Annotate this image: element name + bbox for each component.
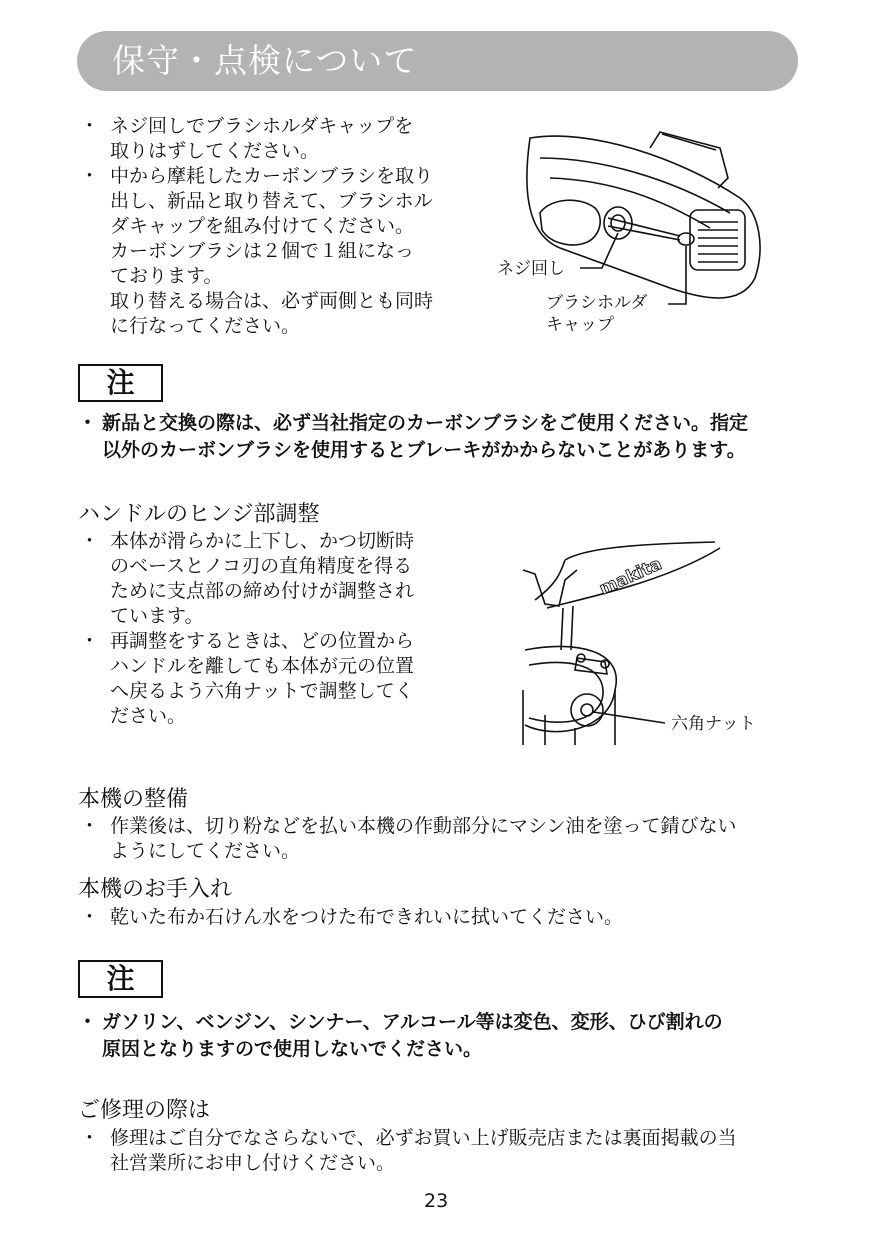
screwdriver-label: ネジ回し (497, 259, 565, 279)
bullet-text: 作業後は、切り粉などを払い本機の作動部分にマシン油を塗って錆びない ようにしてください。 (110, 815, 737, 862)
hex-nut-label: 六角ナット (671, 714, 756, 734)
bullet-mark: ・ (78, 412, 98, 434)
note-text (78, 410, 808, 466)
bullet-mark: ・ (80, 906, 100, 928)
bullet-mark: ・ (80, 115, 100, 137)
bullet-mark: ・ (78, 1011, 98, 1033)
brush-cap-label: ブラシホルダ キャップ (546, 293, 648, 335)
note-label-box: 注 (78, 364, 163, 402)
note-body: ガソリン、ベンジン、シンナー、アルコール等は変色、変形、ひび割れの 原因となりますので使用しないでください。 (102, 1011, 723, 1060)
bullet-text: 中から摩耗したカーボンブラシを取り 出し、新品と取り替えて、ブラシホル ダキャップを組み付けてください。 カーボンブラシは２個で１組になっ ております。 取り替える場合は、必ず両側とも同時 に行なってください。 (110, 165, 434, 337)
bullet-text: 乾いた布か石けん水をつけた布できれいに拭いてください。 (110, 906, 624, 928)
section-heading: ハンドルのヒンジ部調整 (78, 502, 320, 527)
bullet-text: 再調整をするときは、どの位置から ハンドルを離しても本体が元の位置 へ戻るよう六角ナットで調整してく ださい。 (110, 630, 415, 727)
bullet-mark: ・ (80, 1127, 100, 1149)
bullet-mark: ・ (80, 815, 100, 837)
section-heading: 本機のお手入れ (78, 877, 233, 902)
page-number: 23 (424, 1190, 449, 1212)
bullet-text: ネジ回しでブラシホルダキャップを 取りはずしてください。 (110, 115, 414, 162)
bullet-mark: ・ (80, 630, 100, 652)
bullet-text: 修理はご自分でなさらないで、必ずお買い上げ販売店または裏面掲載の当 社営業所にお申し付けください。 (110, 1127, 737, 1174)
note-body: 新品と交換の際は、必ず当社指定のカーボンブラシをご使用ください。指定 以外のカーボンブラシを使用するとブレーキがかからないことがあります。 (102, 412, 749, 461)
bullet-mark: ・ (80, 165, 100, 187)
brand-logo: makita (596, 554, 665, 600)
section-heading: ご修理の際は (78, 1098, 211, 1123)
bullet-text: 本体が滑らかに上下し、かつ切断時 のベースとノコ刃の直角精度を得る ために支点部の締め付けが調整され ています。 (110, 530, 415, 627)
section-heading: 本機の整備 (78, 787, 189, 812)
page-title: 保守・点検について (112, 41, 418, 80)
bullet-mark: ・ (80, 530, 100, 552)
note-label-box: 注 (78, 960, 163, 998)
note-text (78, 1009, 808, 1065)
